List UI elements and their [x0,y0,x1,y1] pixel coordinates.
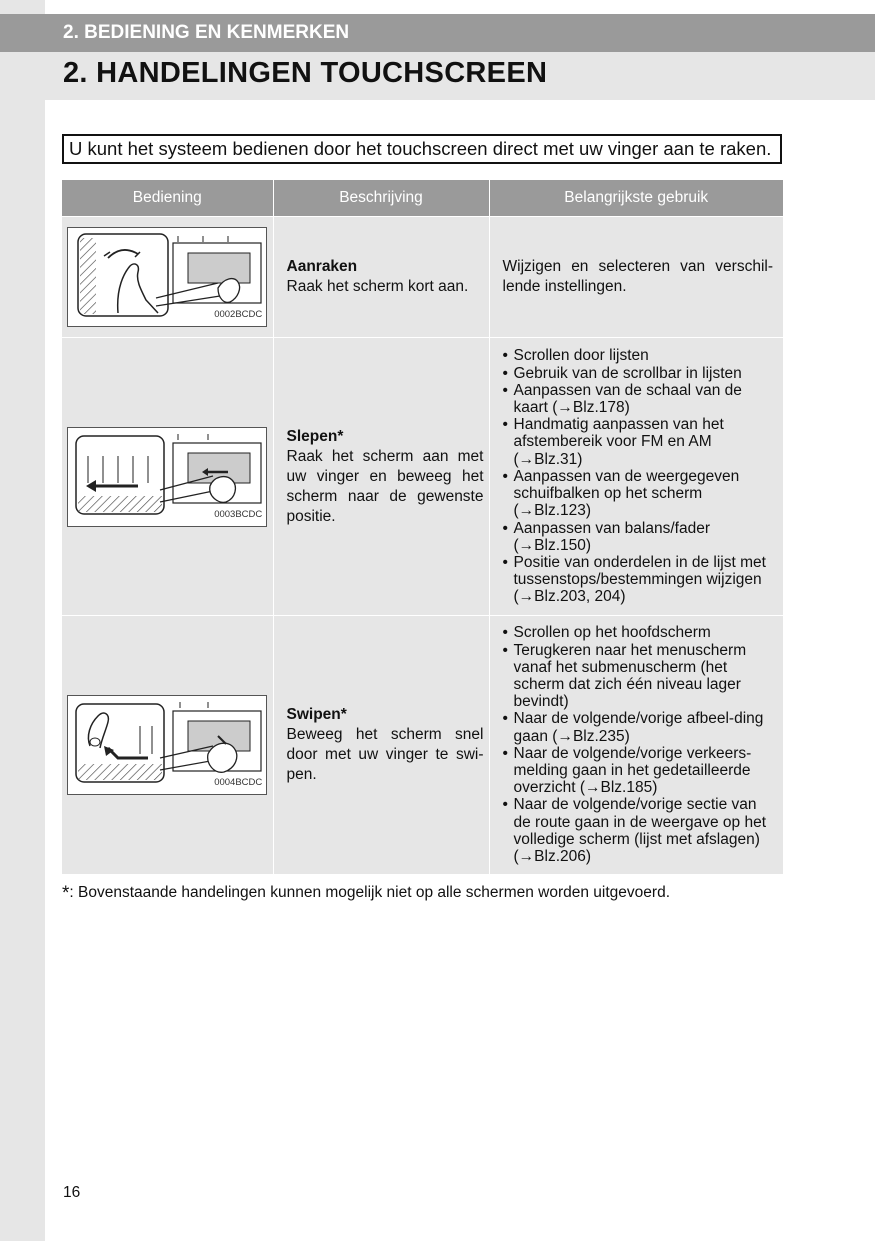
description-cell [273,616,489,874]
usage-cell [489,338,783,616]
list-item: • Scrollen door lijsten [503,347,774,364]
column-header: Bediening [62,180,273,217]
description-cell [273,338,489,616]
footnote-text: : Bovenstaande handelingen kunnen mogelijk niet op alle schermen worden uitgevoerd. [69,884,671,901]
usage-cell [489,217,783,338]
column-header: Beschrijving [273,180,489,217]
footnote-mark: * [62,883,70,904]
section-header: 2. BEDIENING EN KENMERKEN [0,14,875,52]
page-margin-strip [0,0,45,1241]
list-item: • Aanpassen van de schaal van de kaart (→Blz.178) [503,382,774,416]
table-row [62,616,783,874]
table-row [62,338,783,616]
operation-title: Slepen* [286,427,344,445]
page-title: 2. HANDELINGEN TOUCHSCREEN [63,57,548,89]
drag-gesture-illustration [67,427,267,527]
operation-description: Raak het scherm kort aan. [286,278,469,295]
list-item: • Aanpassen van de weergegeven schuifbalken op het scherm (→Blz.123) [503,468,774,520]
list-item: • Scrollen op het hoofdscherm [503,624,774,641]
table-row [62,217,783,338]
operation-title: Swipen* [286,705,347,723]
list-item: • Aanpassen van balans/fader (→Blz.150) [503,520,774,554]
list-item: • Naar de volgende/vorige afbeel-ding gaan (→Blz.235) [503,710,774,744]
list-item: • Naar de volgende/vorige sectie van de route gaan in de weergave op het volledige scherm (lijst met afslagen) (→Blz.206) [503,796,774,865]
intro-box: U kunt het systeem bedienen door het touchscreen direct met uw vinger aan te raken. [62,134,782,164]
tap-gesture-illustration [67,227,267,327]
list-item: • Gebruik van de scrollbar in lijsten [503,365,774,382]
image-code: 0003BCDC [214,508,263,520]
usage-cell [489,616,783,874]
image-code: 0004BCDC [214,776,263,788]
image-code: 0002BCDC [214,309,263,320]
column-header: Belangrijkste gebruik [489,180,783,217]
footnote [62,883,670,905]
description-cell [273,217,489,338]
table-header-row [62,180,783,217]
usage-text: Wijzigen en selecteren van verschil-lende instellingen. [502,258,773,295]
swipe-gesture-illustration [67,695,267,795]
page-number: 16 [63,1184,81,1201]
list-item: • Handmatig aanpassen van het afstembereik voor FM en AM (→Blz.31) [503,416,774,468]
operation-description: Raak het scherm aan met uw vinger en beweeg het scherm naar de gewenste positie. [286,447,484,525]
operation-title: Aanraken [286,258,358,275]
list-item: • Positie van onderdelen in de lijst met tussenstops/bestemmingen wijzigen (→Blz.203, 204) [503,554,774,606]
operation-description: Beweeg het scherm snel door met uw vinger te swi-pen. [286,725,484,783]
list-item: • Naar de volgende/vorige verkeers-melding gaan in het gedetailleerde overzicht (→Blz.185) [503,745,774,797]
list-item: • Terugkeren naar het menuscherm vanaf het submenuscherm (het scherm dat zich één niveau lager bevindt) [503,642,774,711]
usage-list [503,624,774,865]
operations-table [62,180,783,874]
usage-list [503,347,774,605]
